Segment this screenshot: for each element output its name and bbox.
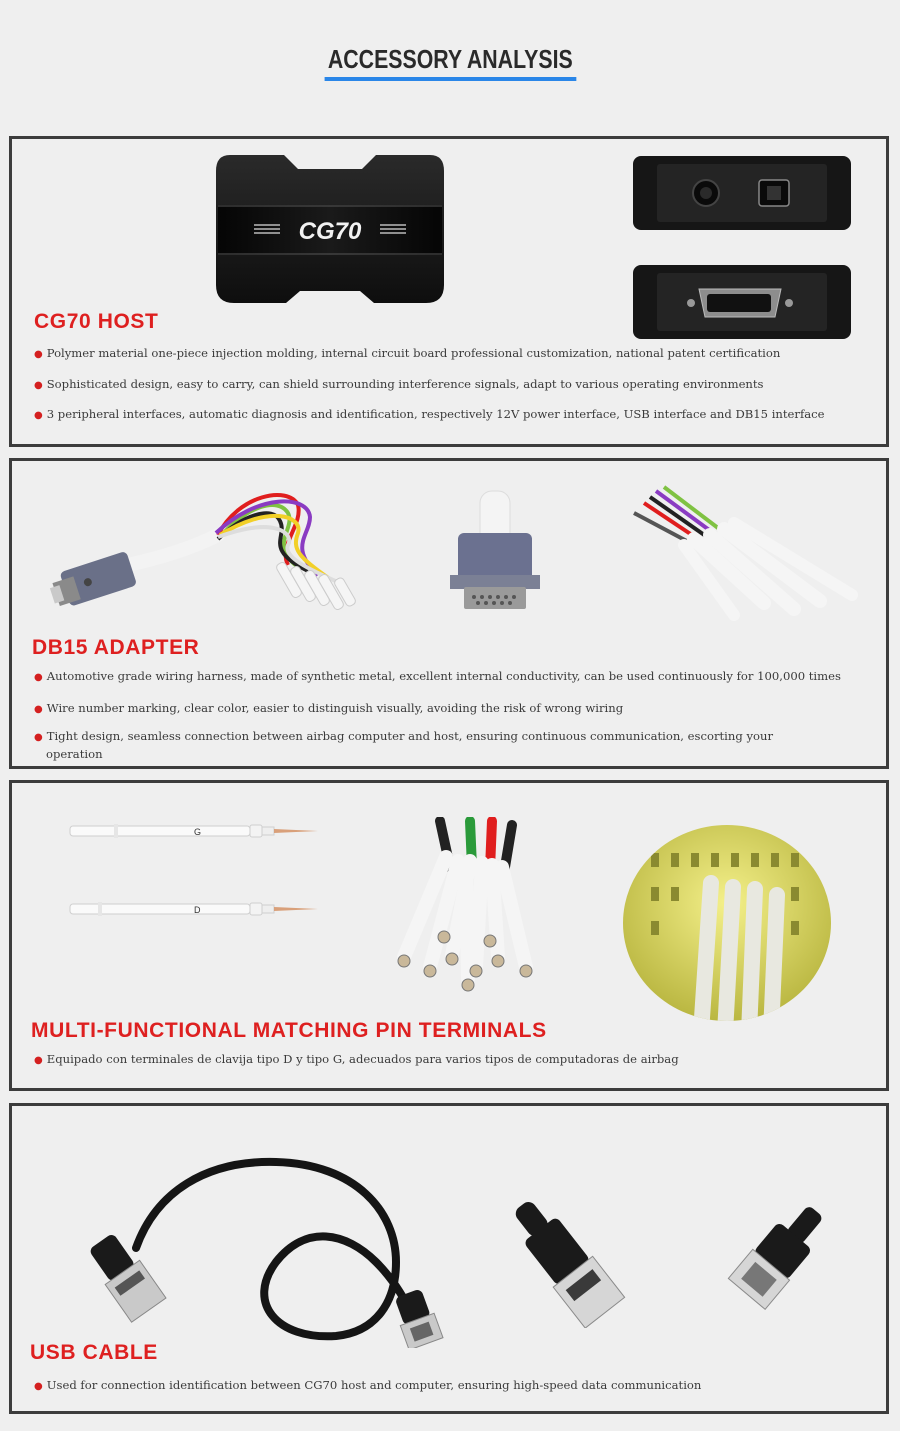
usb-a-plug-image bbox=[505, 1182, 635, 1328]
section-cg70-host bbox=[9, 136, 889, 447]
pin-terminal-g-image bbox=[68, 821, 324, 841]
bullet-item bbox=[34, 376, 764, 394]
pin-label-g: G bbox=[194, 827, 202, 837]
section-heading: CG70 HOST bbox=[34, 310, 159, 333]
bullet-dot: ● bbox=[34, 732, 43, 743]
pin-bundle-image bbox=[380, 817, 550, 997]
bullet-dot: ● bbox=[34, 704, 43, 715]
bullet-dot: ● bbox=[34, 1055, 43, 1066]
bullet-text: Sophisticated design, easy to carry, can shield surrounding interference signals, adapt to various operating environments bbox=[46, 377, 764, 391]
bullet-text: Wire number marking, clear color, easier to distinguish visually, avoiding the risk of wrong wiring bbox=[46, 701, 624, 715]
pin-label-d: D bbox=[194, 905, 201, 915]
cg70-host-image bbox=[214, 153, 446, 305]
section-usb-cable bbox=[9, 1103, 889, 1414]
db15-connector-image bbox=[440, 487, 550, 615]
section-pin-terminals bbox=[9, 780, 889, 1091]
bullet-dot: ● bbox=[34, 672, 43, 683]
bullet-text: Tight design, seamless connection between airbag computer and host, ensuring continuous communication, escorting your operation bbox=[46, 729, 773, 761]
section-db15-adapter bbox=[9, 458, 889, 769]
bullet-text: 3 peripheral interfaces, automatic diagnosis and identification, respectively 12V power interface, USB interface and DB15 interface bbox=[46, 407, 825, 421]
page-title bbox=[0, 44, 900, 81]
pin-terminal-d-image bbox=[68, 899, 324, 919]
host-usb-side-image bbox=[631, 154, 853, 232]
pin-closeup-image bbox=[621, 823, 833, 1023]
bullet-dot: ● bbox=[34, 410, 43, 421]
bullet-item bbox=[34, 345, 780, 363]
bullet-item bbox=[34, 406, 825, 424]
bullet-item bbox=[34, 700, 623, 718]
bullet-text: Polymer material one-piece injection molding, internal circuit board professional customization, national patent certification bbox=[46, 346, 781, 360]
usb-b-plug-image bbox=[718, 1202, 840, 1312]
bullet-dot: ● bbox=[34, 380, 43, 391]
bullet-text: Used for connection identification between CG70 host and computer, ensuring high-speed data communication bbox=[46, 1378, 702, 1392]
bullet-item bbox=[34, 1051, 679, 1069]
host-db15-side-image bbox=[631, 263, 853, 341]
bullet-text: Automotive grade wiring harness, made of synthetic metal, excellent internal conductivity, can be used continuously for 100,000 times bbox=[46, 669, 841, 683]
bullet-text: Equipado con terminales de clavija tipo D y tipo G, adecuados para varios tipos de computadoras de airbag bbox=[46, 1052, 679, 1066]
bullet-dot: ● bbox=[34, 349, 43, 360]
device-label: CG70 bbox=[298, 218, 362, 245]
usb-cable-image bbox=[76, 1152, 446, 1348]
bullet-item bbox=[34, 668, 841, 686]
bullet-item bbox=[34, 728, 804, 763]
bullet-item bbox=[34, 1377, 701, 1395]
db15-wire-labels-image bbox=[624, 483, 864, 629]
section-heading: MULTI-FUNCTIONAL MATCHING PIN TERMINALS bbox=[31, 1019, 547, 1042]
bullet-dot: ● bbox=[34, 1381, 43, 1392]
page-title-text: ACCESSORY ANALYSIS bbox=[324, 44, 575, 81]
section-heading: DB15 ADAPTER bbox=[32, 636, 200, 659]
db15-harness-image bbox=[48, 485, 360, 617]
section-heading: USB CABLE bbox=[30, 1341, 158, 1364]
